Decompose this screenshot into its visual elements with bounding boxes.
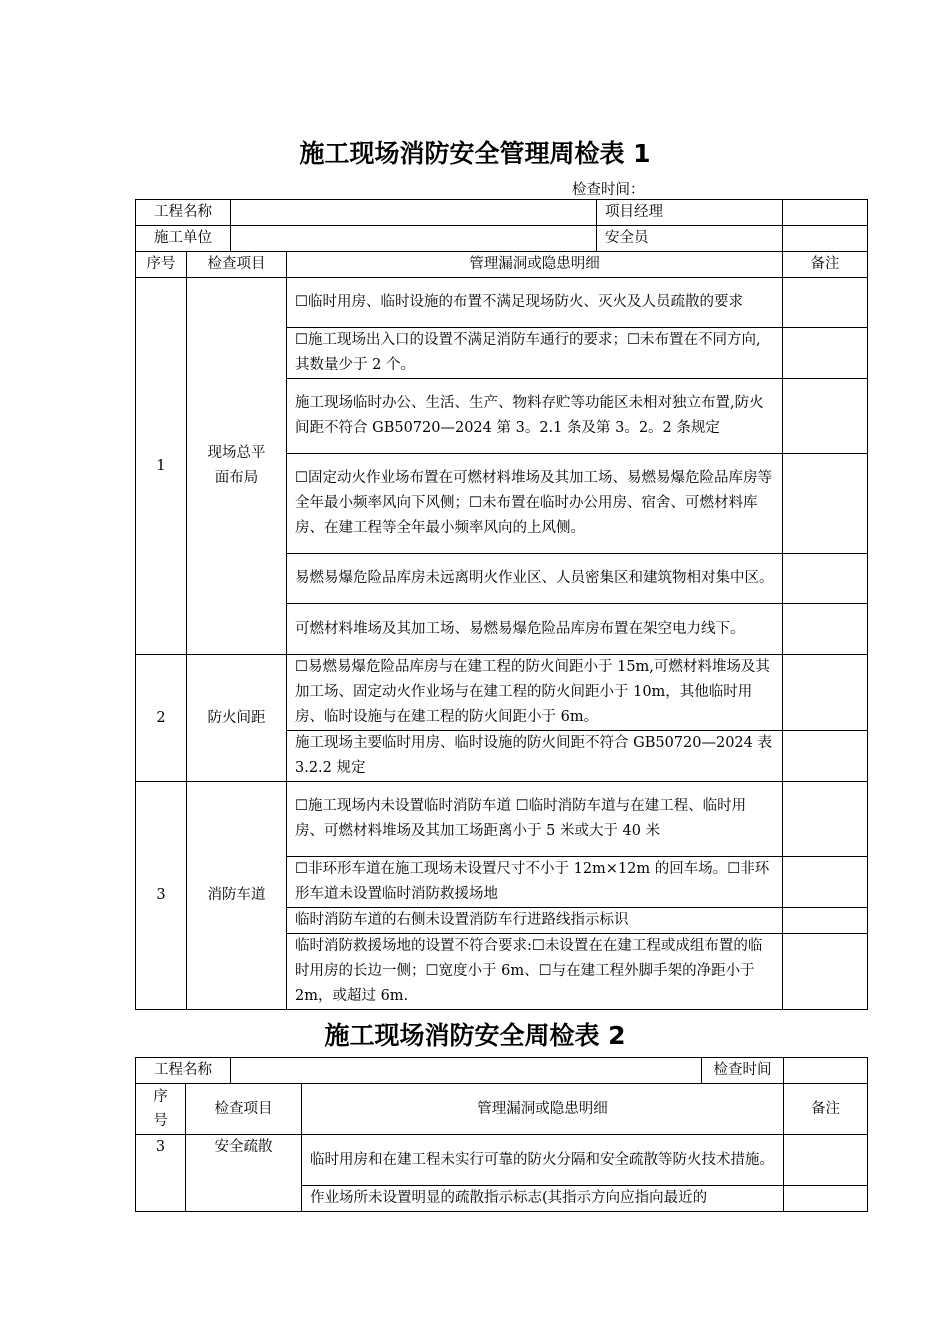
remark-cell[interactable]	[783, 554, 868, 604]
detail-cell: 临时消防车道的右侧未设置消防车行进路线指示标识	[287, 908, 783, 934]
section-item-text: 现场总平面布局	[207, 445, 266, 486]
remark-cell[interactable]	[783, 278, 868, 328]
detail-cell: ☐固定动火作业场布置在可燃材料堆场及其加工场、易燃易爆危险品库房等全年最小频率风向下风侧；☐未布置在临时办公用房、宿舍、可燃材料库房、在建工程等全年最小频率风向的上风侧。	[287, 454, 783, 554]
detail-cell: ☐临时用房、临时设施的布置不满足现场防火、灭火及人员疏散的要求	[287, 278, 783, 328]
section-item: 消防车道	[187, 782, 287, 1010]
construction-unit-value[interactable]	[231, 226, 597, 252]
header-no: 序号	[136, 252, 187, 278]
construction-unit-label: 施工单位	[136, 226, 231, 252]
detail-cell: ☐施工现场出入口的设置不满足消防车通行的要求；☐未布置在不同方向,其数量少于 2 个。	[287, 328, 783, 379]
section-item	[187, 278, 287, 655]
header-row	[136, 1084, 868, 1135]
construction-unit-row	[136, 226, 868, 252]
detail-cell: 施工现场主要临时用房、临时设施的防火间距不符合 GB50720—2024 表 3.2.2 规定	[287, 731, 783, 782]
header-item: 检查项目	[187, 252, 287, 278]
detail-cell: 作业场所未设置明显的疏散指示标志(其指示方向应指向最近的	[302, 1186, 784, 1212]
form1-table	[135, 199, 868, 1010]
project-name-value[interactable]	[231, 1058, 702, 1084]
detail-cell: ☐易燃易爆危险品库房与在建工程的防火间距小于 15m,可燃材料堆场及其加工场、固定动火作业场与在建工程的防火间距小于 10m，其他临时用房、临时设施与在建工程的防火间距小于 6m。	[287, 655, 783, 731]
project-name-row	[136, 200, 868, 226]
remark-cell[interactable]	[783, 934, 868, 1010]
section-item: 防火间距	[187, 655, 287, 782]
header-detail: 管理漏洞或隐患明细	[287, 252, 783, 278]
remark-cell[interactable]	[783, 655, 868, 731]
remark-cell[interactable]	[784, 1135, 868, 1186]
detail-cell: 易燃易爆危险品库房未远离明火作业区、人员密集区和建筑物相对集中区。	[287, 554, 783, 604]
section-no: 3	[136, 782, 187, 1010]
remark-cell[interactable]	[783, 328, 868, 379]
form2-title: 施工现场消防安全周检表 2	[324, 1021, 626, 1050]
remark-cell[interactable]	[784, 1186, 868, 1212]
section-no: 1	[136, 278, 187, 655]
detail-cell: 可燃材料堆场及其加工场、易燃易爆危险品库房布置在架空电力线下。	[287, 604, 783, 655]
form1-title: 施工现场消防安全管理周检表 1	[299, 139, 651, 168]
section-item: 安全疏散	[186, 1135, 302, 1212]
header-remark: 备注	[784, 1084, 868, 1135]
header-remark: 备注	[783, 252, 868, 278]
header-no	[136, 1084, 186, 1135]
project-name-label: 工程名称	[136, 200, 231, 226]
table-row	[136, 782, 868, 857]
table-row	[136, 278, 868, 328]
section-no: 3	[136, 1135, 186, 1212]
check-time-label: 检查时间：	[572, 182, 645, 198]
project-manager-label: 项目经理	[597, 200, 783, 226]
remark-cell[interactable]	[783, 379, 868, 454]
detail-cell: 临时消防救援场地的设置不符合要求:☐未设置在在建工程或成组布置的临时用房的长边一侧；☐宽度小于 6m、☐与在建工程外脚手架的净距小于 2m，或超过 6m.	[287, 934, 783, 1010]
project-manager-value[interactable]	[783, 200, 868, 226]
project-name-row	[136, 1058, 868, 1084]
header-item: 检查项目	[186, 1084, 302, 1135]
table-row	[136, 1135, 868, 1186]
safety-officer-value[interactable]	[783, 226, 868, 252]
section-no: 2	[136, 655, 187, 782]
project-name-label: 工程名称	[136, 1058, 231, 1084]
header-detail: 管理漏洞或隐患明细	[302, 1084, 784, 1135]
table-row	[136, 655, 868, 731]
detail-cell: ☐施工现场内未设置临时消防车道 ☐临时消防车道与在建工程、临时用房、可燃材料堆场及其加工场距离小于 5 米或大于 40 米	[287, 782, 783, 857]
safety-officer-label: 安全员	[597, 226, 783, 252]
project-name-value[interactable]	[231, 200, 597, 226]
form2-table	[135, 1057, 868, 1212]
header-row	[136, 252, 868, 278]
remark-cell[interactable]	[783, 731, 868, 782]
detail-cell: ☐非环形车道在施工现场未设置尺寸不小于 12m×12m 的回车场。☐非环形车道未设置临时消防救援场地	[287, 857, 783, 908]
check-time-label: 检查时间	[702, 1058, 784, 1084]
remark-cell[interactable]	[783, 857, 868, 908]
header-no-text: 序号	[153, 1089, 168, 1129]
detail-cell: 施工现场临时办公、生活、生产、物料存贮等功能区未相对独立布置,防火间距不符合 GB50720—2024 第 3。2.1 条及第 3。2。2 条规定	[287, 379, 783, 454]
remark-cell[interactable]	[783, 908, 868, 934]
check-time-value[interactable]	[784, 1058, 868, 1084]
remark-cell[interactable]	[783, 604, 868, 655]
remark-cell[interactable]	[783, 782, 868, 857]
remark-cell[interactable]	[783, 454, 868, 554]
detail-cell: 临时用房和在建工程未实行可靠的防火分隔和安全疏散等防火技术措施。	[302, 1135, 784, 1186]
